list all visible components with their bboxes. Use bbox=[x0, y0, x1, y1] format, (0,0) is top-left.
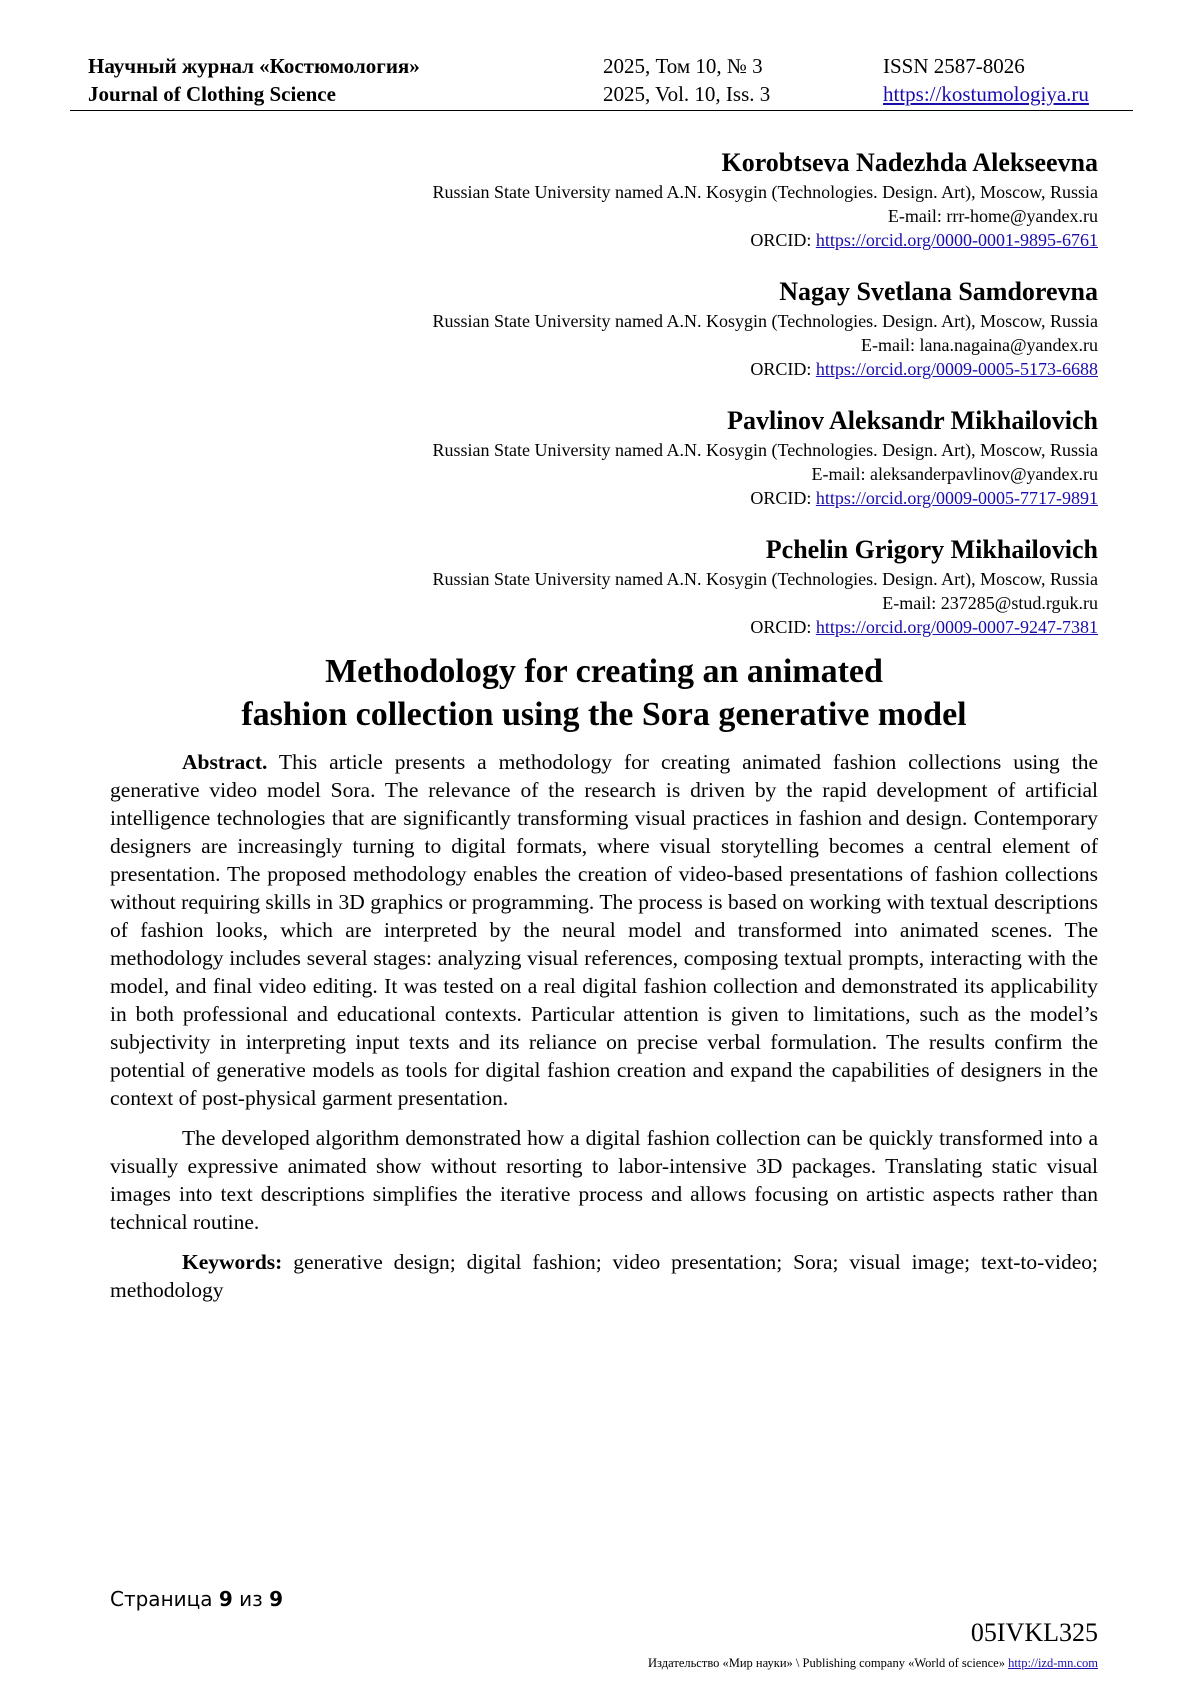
article-code: 05IVKL325 bbox=[970, 1618, 1098, 1647]
journal-name-block bbox=[88, 52, 420, 108]
author-affiliation: Russian State University named A.N. Kosygin (Technologies. Design. Art), Moscow, Russia bbox=[432, 569, 1098, 589]
authors-block bbox=[300, 146, 1098, 662]
journal-header bbox=[70, 52, 1133, 111]
orcid-label: ORCID: bbox=[750, 230, 816, 250]
page-total: 9 bbox=[269, 1587, 284, 1611]
orcid-link[interactable]: https://orcid.org/0000-0001-9895-6761 bbox=[815, 230, 1098, 250]
author-name: Pavlinov Aleksandr Mikhailovich bbox=[727, 406, 1098, 435]
title-line-2: fashion collection using the Sora generative model bbox=[241, 696, 967, 733]
page-prefix: Страница bbox=[110, 1587, 219, 1611]
orcid-label: ORCID: bbox=[750, 488, 816, 508]
journal-site-link[interactable]: https://kostumologiya.ru bbox=[883, 82, 1089, 106]
issn: ISSN 2587-8026 bbox=[883, 54, 1025, 78]
article-title bbox=[110, 650, 1098, 736]
page-number bbox=[110, 1587, 283, 1611]
author-orcid bbox=[300, 615, 1098, 639]
author-entry bbox=[300, 275, 1098, 381]
orcid-label: ORCID: bbox=[750, 359, 816, 379]
keywords-paragraph bbox=[110, 1248, 1098, 1304]
author-name: Nagay Svetlana Samdorevna bbox=[779, 277, 1098, 306]
author-orcid bbox=[300, 228, 1098, 252]
title-line-1: Methodology for creating an animated bbox=[325, 653, 883, 690]
abstract-paragraph bbox=[110, 748, 1098, 1112]
author-entry bbox=[300, 533, 1098, 639]
abstract-text: This article presents a methodology for creating animated fashion collections using the generative video model Sora. The relevance of the research is driven by the rapid development of artificial intelligence technologies that are significantly transforming visual practices in fashion and design. Contemporary designers are increasingly turning to digital formats, where visual storytelling becomes a central element of presentation. The proposed methodology enables the creation of video-based presentations of fashion collections without requiring skills in 3D graphics or programming. The process is based on working with textual descriptions of fashion looks, which are interpreted by the neural model and transformed into animated scenes. The methodology includes several stages: analyzing visual references, composing textual prompts, interacting with the model, and final video editing. It was tested on a real digital fashion collection and demonstrated its applicability in both professional and educational contexts. Particular attention is given to limitations, such as the model’s subjectivity in interpreting input texts and its reliance on precise verbal formulation. The results confirm the potential of generative models as tools for digital fashion creation and expand the capabilities of designers in the context of post-physical garment presentation. bbox=[110, 750, 1098, 1110]
author-email: E-mail: 237285@stud.rguk.ru bbox=[882, 593, 1098, 613]
volume-block bbox=[603, 52, 770, 108]
article-body bbox=[110, 748, 1098, 1316]
author-affiliation: Russian State University named A.N. Kosygin (Technologies. Design. Art), Moscow, Russia bbox=[432, 440, 1098, 460]
author-email: E-mail: aleksanderpavlinov@yandex.ru bbox=[811, 464, 1098, 484]
author-name: Pchelin Grigory Mikhailovich bbox=[765, 535, 1098, 564]
orcid-label: ORCID: bbox=[750, 617, 816, 637]
volume-ru: 2025, Том 10, № 3 bbox=[603, 54, 763, 78]
author-email: E-mail: rrr-home@yandex.ru bbox=[887, 206, 1098, 226]
orcid-link[interactable]: https://orcid.org/0009-0005-7717-9891 bbox=[815, 488, 1098, 508]
journal-name-ru: Научный журнал «Костюмология» bbox=[88, 54, 420, 78]
publisher-link[interactable]: http://izd-mn.com bbox=[1008, 1656, 1098, 1670]
abstract-label: Abstract. bbox=[182, 750, 268, 774]
volume-en: 2025, Vol. 10, Iss. 3 bbox=[603, 82, 771, 106]
author-orcid bbox=[300, 486, 1098, 510]
author-affiliation: Russian State University named A.N. Kosygin (Technologies. Design. Art), Moscow, Russia bbox=[432, 182, 1098, 202]
author-entry bbox=[300, 404, 1098, 510]
publisher-text: Издательство «Мир науки» \ Publishing company «World of science» bbox=[648, 1656, 1009, 1670]
author-email: E-mail: lana.nagaina@yandex.ru bbox=[861, 335, 1098, 355]
author-name: Korobtseva Nadezhda Alekseevna bbox=[721, 148, 1098, 177]
author-orcid bbox=[300, 357, 1098, 381]
publisher-line bbox=[648, 1656, 1098, 1671]
abstract-paragraph-2: The developed algorithm demonstrated how a digital fashion collection can be quickly transformed into a visually expressive animated show without resorting to labor-intensive 3D packages. Translating static visual images into text descriptions simplifies the iterative process and allows focusing on artistic aspects rather than technical routine. bbox=[110, 1126, 1098, 1234]
author-entry bbox=[300, 146, 1098, 252]
page-current: 9 bbox=[218, 1587, 233, 1611]
keywords-text: generative design; digital fashion; video presentation; Sora; visual image; text-to-video; methodology bbox=[110, 1250, 1098, 1302]
orcid-link[interactable]: https://orcid.org/0009-0007-9247-7381 bbox=[815, 617, 1098, 637]
orcid-link[interactable]: https://orcid.org/0009-0005-5173-6688 bbox=[815, 359, 1098, 379]
issn-block bbox=[883, 52, 1089, 108]
author-affiliation: Russian State University named A.N. Kosygin (Technologies. Design. Art), Moscow, Russia bbox=[432, 311, 1098, 331]
journal-name-en: Journal of Clothing Science bbox=[88, 82, 336, 106]
keywords-label: Keywords: bbox=[182, 1250, 283, 1274]
page-separator: из bbox=[232, 1587, 270, 1611]
